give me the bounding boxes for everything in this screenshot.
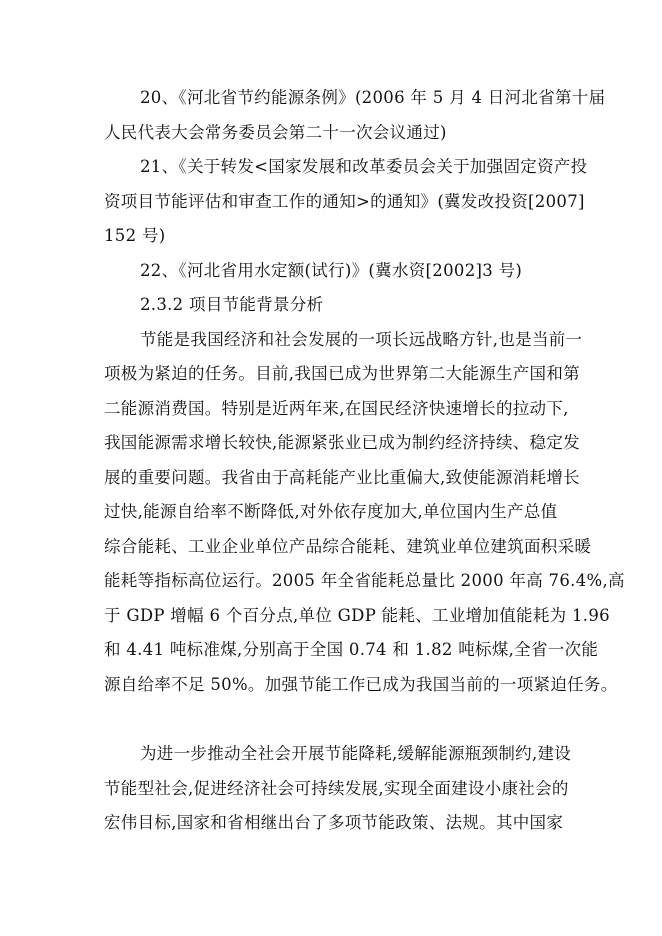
paragraph-1-line: 和 4.41 吨标准煤,分别高于全国 0.74 和 1.82 吨标煤,全省一次能: [104, 640, 599, 659]
reference-21-line-3: 152 号): [104, 226, 166, 245]
paragraph-2-line: 宏伟目标,国家和省相继出台了多项节能政策、法规。其中国家: [104, 813, 564, 832]
reference-20-line-2: 人民代表大会常务委员会第二十一次会议通过): [104, 123, 447, 142]
paragraph-1-line: 二能源消费国。特别是近两年来,在国民经济快速增长的拉动下,: [104, 399, 569, 418]
reference-21-line-1: 21、《关于转发<国家发展和改革委员会关于加强固定资产投: [140, 157, 588, 176]
paragraph-1-line: 综合能耗、工业企业单位产品综合能耗、建筑业单位建筑面积采暖: [104, 537, 592, 556]
paragraph-1-line: 我国能源需求增长较快,能源紧张业已成为制约经济持续、稳定发: [104, 433, 580, 452]
paragraph-2-line: 节能型社会,促进经济社会可持续发展,实现全面建设小康社会的: [104, 779, 569, 798]
paragraph-1-line: 过快,能源自给率不断降低,对外依存度加大,单位国内生产总值: [104, 502, 558, 521]
paragraph-2-line: 为进一步推动全社会开展节能降耗,缓解能源瓶颈制约,建设: [140, 744, 572, 763]
reference-22-line-1: 22、《河北省用水定额(试行)》(冀水资[2002]3 号): [140, 261, 523, 280]
section-heading: 2.3.2 项目节能背景分析: [140, 295, 324, 314]
paragraph-1-line: 于 GDP 增幅 6 个百分点,单位 GDP 能耗、工业增加值能耗为 1.96: [104, 606, 610, 625]
paragraph-1-line: 节能是我国经济和社会发展的一项长远战略方针,也是当前一: [140, 330, 583, 349]
paragraph-1-line: 源自给率不足 50%。加强节能工作已成为我国当前的一项紧迫任务。: [104, 675, 618, 694]
paragraph-1-line: 能耗等指标高位运行。2005 年全省能耗总量比 2000 年高 76.4%,高: [104, 571, 625, 590]
reference-21-line-2: 资项目节能评估和审查工作的通知>的通知》(冀发改投资[2007]: [104, 192, 585, 211]
paragraph-1-line: 展的重要问题。我省由于高耗能产业比重偏大,致使能源消耗增长: [104, 468, 580, 487]
paragraph-1-line: 项极为紧迫的任务。目前,我国已成为世界第二大能源生产国和第: [104, 364, 580, 383]
reference-20-line-1: 20、《河北省节约能源条例》(2006 年 5 月 4 日河北省第十届: [140, 88, 606, 107]
